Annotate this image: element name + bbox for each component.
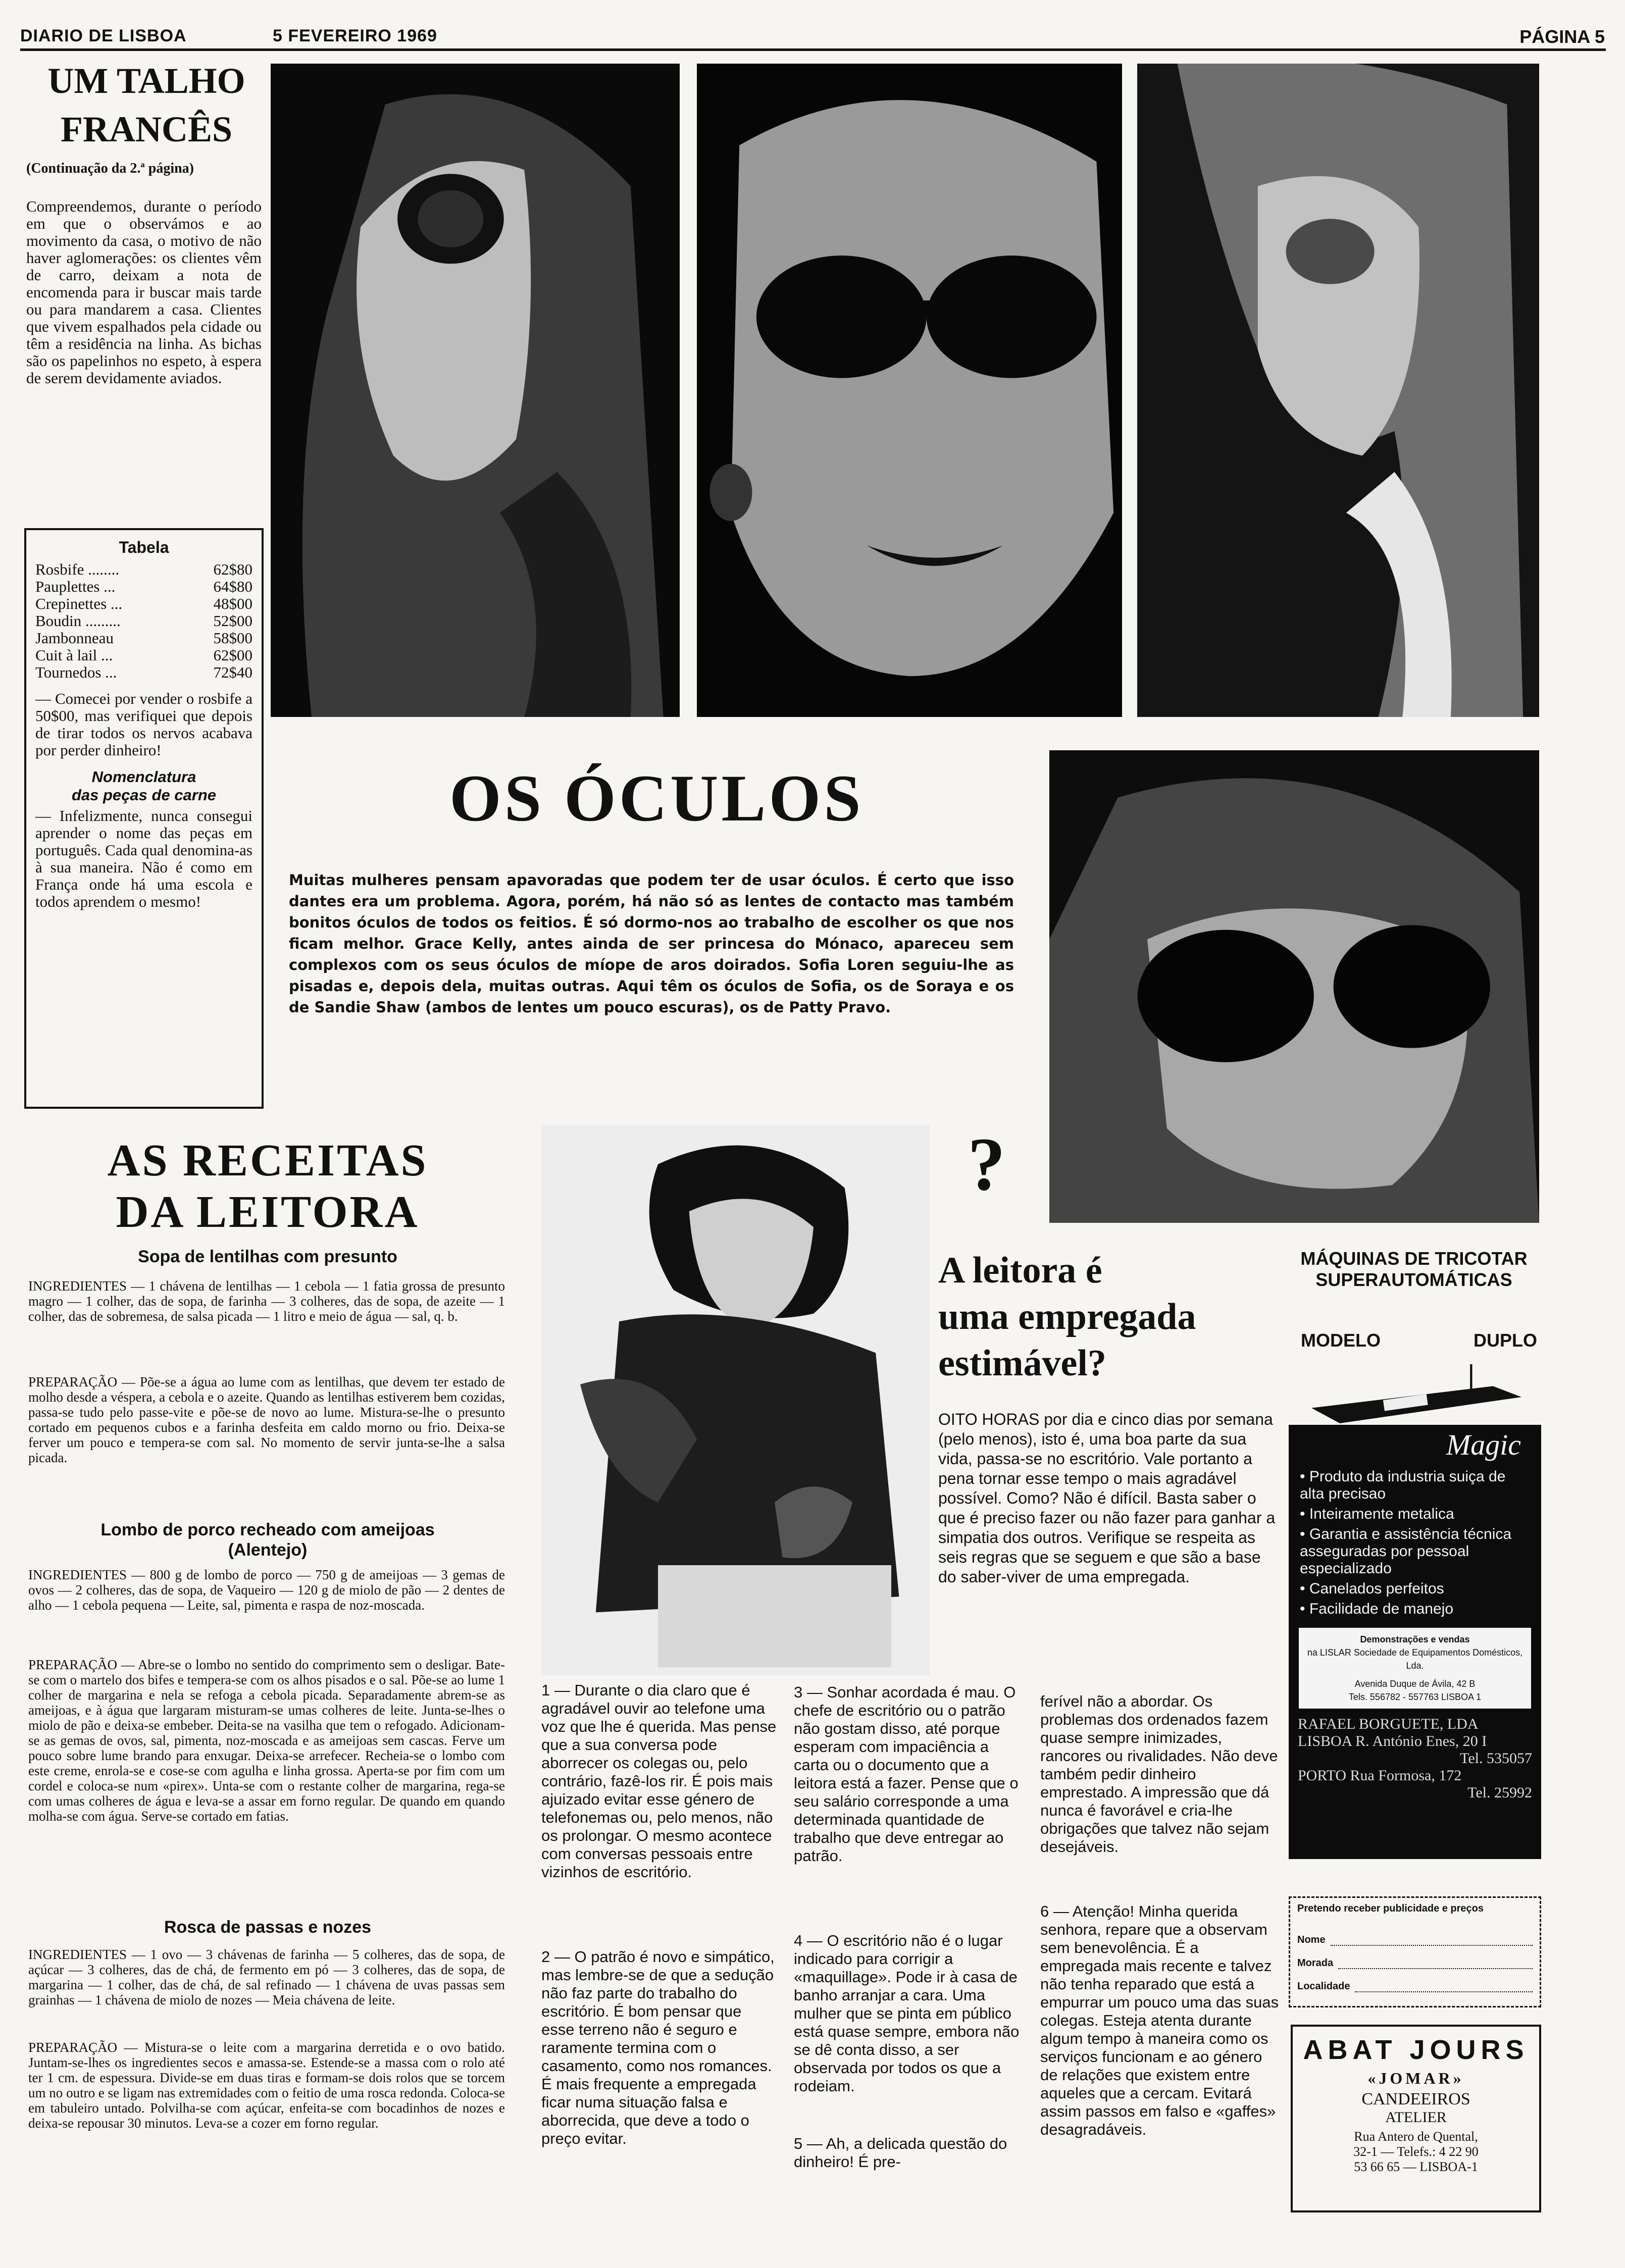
dealer-info (1289, 1713, 1541, 1805)
form-title: Pretendo receber publicidade e preços (1297, 1903, 1484, 1914)
table-row (35, 647, 252, 664)
price-item: Boudin ......... (35, 612, 121, 630)
leitora-rule-3: 3 — Sonhar acordada é mau. O chefe de escritório ou o patrão não gostam disso, até porque esperam com impaciência a carta ou o documento que a leitora está a fazer. Pense que o seu salário corresponde a uma determinada quantidade de trabalho que deve entregar ao patrão. (794, 1683, 1019, 1865)
table-row (35, 630, 252, 647)
feature-text: Garantia e assistência técnica asseguradas por pessoal especializado (1300, 1526, 1512, 1577)
feature-item: • Garantia e assistência técnica asseguradas por pessoal especializado (1300, 1526, 1512, 1577)
photo-sandie-shaw (1137, 64, 1539, 717)
price-value: 64$80 (213, 578, 252, 595)
demo-line-4: Tels. 556782 - 557763 LISBOA 1 (1348, 1692, 1482, 1702)
tricotar-dark-panel (1289, 1425, 1541, 1859)
form-line-morada[interactable] (1338, 1968, 1533, 1969)
tricotar-features (1289, 1465, 1541, 1624)
form-row-morada[interactable] (1297, 1946, 1533, 1969)
oculos-title: OS ÓCULOS (449, 761, 864, 835)
price-value: 72$40 (213, 663, 252, 681)
r1-ingredientes: INGREDIENTES — 1 chávena de lentilhas — 1 cebola — 1 fatia grossa de presunto magro — 1 colher, das de sopa, de farinha — 3 colheres, das de sopa, de azeite — 1 colher, das de sobremesa, de salsa picada — 1 litro e meio de água — sal, q. b. (28, 1278, 505, 1324)
talho-title (45, 57, 247, 153)
nomenclatura-title-1: Nomenclatura (91, 768, 196, 786)
feature-item: • Facilidade de manejo (1300, 1601, 1454, 1617)
price-item: Cuit à lail ... (35, 646, 113, 664)
photo-office-telephone (541, 1125, 930, 1675)
leitora-rule-6: 6 — Atenção! Minha querida senhora, repare que a observam sem benevolência. É a empregada mais recente e talvez não tenha reparado que está a empurrar um pouco uma das suas colegas. Esteja atenta durante algum tempo à maneira como os serviços funcionam e ao género de relações que existem entre aqueles que a cercam. Evitará assim passos em falso e «gaffes» desagradáveis. (1040, 1902, 1279, 2138)
feature-text: Canelados perfeitos (1309, 1580, 1444, 1597)
form-row-localidade[interactable] (1297, 1969, 1533, 1992)
receitas-title-line2: DA LEITORA (116, 1187, 420, 1237)
leitora-rule-2: 2 — O patrão é novo e simpático, mas lembre-se de que a sedução não faz parte do trabalho do escritório. É bom pensar que esse terreno não é seguro e raramente termina com o casamento, como nos romances. É mais frequente a empregada ficar numa situação falsa e aborrecida, que deve a todo o preço evitar. (541, 1948, 775, 2147)
dealer-line-4: PORTO Rua Formosa, 172 (1298, 1767, 1462, 1784)
dealer-line-5: Tel. 25992 (1467, 1784, 1532, 1801)
newspaper-name: DIARIO DE LISBOA (20, 26, 187, 45)
abat-title: ABAT JOURS (1303, 2035, 1529, 2065)
price-item: Pauplettes ... (35, 578, 116, 595)
tricotar-ad (1283, 1248, 1545, 1865)
tricotar-duplo: DUPLO (1474, 1330, 1537, 1351)
feature-text: Inteiramente metalica (1309, 1506, 1454, 1522)
r3-preparacao: PREPARAÇÃO — Mistura-se o leite com a margarina derretida e o ovo batido. Juntam-se-lhes os ingredientes secos e amassa-se. Estende-se a massa com o rolo até ter 1 cm. de espessura. Divide-se em duas tiras e formam-se dois rolos que se torcem um no outro e se ligam nas extremidades com o feitio de uma rosca redonda. Coloca-se em tabuleiro untado. Polvilha-se com açúcar, enfeita-se com bocadinhos de nozes e deixa-se repousar 30 minutos. Leva-se a cozer em forno regular. (28, 2040, 505, 2131)
dealer-line-3: Tel. 535057 (1460, 1750, 1532, 1767)
leitora-rule-5-cont: ferível não a abordar. Os problemas dos ordenados fazem quase sempre inimizades, rancores ou rivalidades. Não deve também pedir dinheiro emprestado. A impressão que dá nunca é favorável e cria-lhe obrigações que talvez não sejam desejáveis. (1040, 1692, 1278, 1855)
r2-title (30, 1520, 505, 1560)
issue-date: 5 FEVEREIRO 1969 (273, 26, 437, 45)
leitora-title-line1: A leitora é (938, 1250, 1102, 1291)
talho-title-line2: FRANCÊS (60, 109, 233, 149)
price-item: Crepinettes ... (35, 595, 123, 612)
receitas-title-line1: AS RECEITAS (107, 1136, 428, 1185)
demo-line-2: na LISLAR Sociedade de Equipamentos Domésticos, Lda. (1307, 1647, 1523, 1671)
dealer-line-2: LISBOA R. António Enes, 20 I (1298, 1733, 1487, 1749)
table-row (35, 595, 252, 612)
tricotar-title-1: MÁQUINAS DE TRICOTAR (1300, 1248, 1528, 1269)
abat-line-1: CANDEEIROS (1361, 2090, 1470, 2108)
talho-continuation: (Continuação da 2.ª página) (26, 161, 194, 176)
table-row (35, 561, 252, 578)
tricotar-title (1283, 1248, 1545, 1291)
price-value: 62$00 (213, 646, 252, 664)
form-line-nome[interactable] (1331, 1945, 1533, 1946)
office-graphic (541, 1125, 930, 1675)
form-line-localidade[interactable] (1355, 1991, 1533, 1992)
leitora-title-line2: uma empregada (938, 1296, 1196, 1337)
demo-line-1: Demonstrações e vendas (1360, 1634, 1470, 1644)
r2-title-2: (Alentejo) (228, 1540, 308, 1560)
price-value: 52$00 (213, 612, 252, 630)
leitora-title (938, 1247, 1282, 1386)
portrait-graphic (271, 64, 680, 717)
tricotar-brand: Magic (1446, 1428, 1521, 1461)
dealer-line-1: RAFAEL BORGUETE, LDA (1298, 1716, 1479, 1732)
table-row (35, 612, 252, 630)
knitting-machine-icon (1298, 1364, 1535, 1430)
abat-line-5: 53 66 65 — LISBOA-1 (1354, 2159, 1478, 2174)
talho-box (24, 528, 264, 1109)
r1-preparacao: PREPARAÇÃO — Põe-se a água ao lume com as lentilhas, que devem ter estado de molho desde a véspera, a cebola e o azeite. Quando as lentilhas estiverem bem cozidas, passa-se tudo pelo passe-vite e põe-se de novo ao lume. Mistura-se-lhe o presunto cortado em pequenos cubos e a farinha desfeita em caldo morno ou frio. Deixa-se ferver um pouco e tempera-se com sal. No momento de servir junta-se-lhe a salsa picada. (28, 1374, 505, 1465)
form-label-nome: Nome (1297, 1934, 1326, 1945)
feature-text: Produto da industria suiça de alta precisao (1300, 1468, 1506, 1502)
r2-ingredientes: INGREDIENTES — 800 g de lombo de porco — 750 g de ameijoas — 3 gemas de ovos — 2 colheres, das de sopa, de Vaqueiro — 120 g de miolo de pão — 2 dentes de alho — 1 cebola pequena — Leite, sal, pimenta e raspa de noz-moscada. (28, 1567, 505, 1613)
tricotar-title-2: SUPERAUTOMÁTICAS (1315, 1269, 1512, 1290)
price-value: 58$00 (213, 629, 252, 647)
portrait-graphic (1049, 750, 1539, 1223)
r2-preparacao: PREPARAÇÃO — Abre-se o lombo no sentido do comprimento sem o desligar. Bate-se com o martelo dos bifes e tempera-se com os alhos pisados e o sal. Põe-se ao lume 1 colher de margarina e nela se refoga a cebola picada. Separadamente abrem-se as ameijoas, e à água que largaram misturam-se umas colheres de leite. Junta-se-lhes o miolo de pão e deixa-se embeber. Deita-se na vasilha que tem o refogado. Adicionam-se as gemas de ovos, sal, pimenta, noz-moscada e as ameijoas sem cascas. Ferve um pouco sobre lume brando para enxugar. Deixa-se arrefecer. Recheia-se o lombo com este creme, enrola-se e cose-se com agulha e linha grossa. Aperta-se por fim com um cordel e coloca-se num «pirex». Unta-se com o restante colher de margarina, rega-se com umas colheres de água e leva-se a assar em forno regular. De quando em quando molha-se com água. Serve-se cortado em fatias. (28, 1657, 505, 1824)
leitora-rule-1: 1 — Durante o dia claro que é agradável ouvir ao telefone uma voz que lhe é querida. Mas pense que a sua conversa pode aborrecer os colegas ou, pelo contrário, fazê-los rir. É pois mais ajuizado evitar esse género de telefonemas ou, pelo menos, não os prolongar. O mesmo acontece com conversas pessoais entre vizinhos de escritório. (541, 1681, 777, 1881)
photo-sophia (271, 64, 680, 717)
price-value: 48$00 (213, 595, 252, 612)
nomenclatura-title-2: das peças de carne (71, 786, 217, 804)
question-mark: ? (968, 1122, 1005, 1206)
receitas-title (61, 1135, 475, 1238)
photo-soraya (697, 64, 1122, 717)
r2-title-1: Lombo de porco recheado com ameijoas (100, 1520, 435, 1539)
leitora-intro: OITO HORAS por dia e cinco dias por semana (pelo menos), isto é, uma boa parte da sua vida, passa-se no escritório. Vale portanto a pena tornar esse tempo o mais agradável possível. Como? Não é difícil. Basta saber o que é preciso fazer ou não fazer para ganhar a simpatia dos outros. Verifique se respeita as seis regras que se seguem e que são a base do saber-viver de uma empregada. (938, 1410, 1276, 1586)
comecei-text: — Comecei por vender o rosbife a 50$00, mas verifiquei que depois de tirar todos os nervos acabava por perder dinheiro! (35, 690, 252, 759)
talho-body: Compreendemos, durante o período em que o observámos e ao movimento da casa, o motivo de não haver aglomerações: os clientes vêm de carro, deixam a nota de encomenda para ir buscar mais tarde ou para mandarem a casa. Clientes que vivem espalhados pela cidade ou têm a residência na linha. As bichas são os papelinhos no espeto, à espera de serem devidamente aviados. (26, 197, 262, 387)
tabela-title: Tabela (119, 538, 169, 556)
r3-ingredientes: INGREDIENTES — 1 ovo — 3 chávenas de farinha — 5 colheres, das de sopa, de açúcar — 3 colheres, das de chá, de fermento em pó — 3 colheres, das de sopa, de margarina — 1 colher, das de chá, de sal refinado — 1 chávena de uvas passas sem grainhas — 1 chávena de miolo de nozes — Meia chávena de leite. (28, 1947, 505, 2007)
portrait-graphic (697, 64, 1122, 717)
demo-line-3: Avenida Duque de Ávila, 42 B (1354, 1679, 1476, 1689)
price-item: Jambonneau (35, 629, 114, 647)
form-label-morada: Morada (1297, 1957, 1334, 1969)
abat-brand: «JOMAR» (1367, 2069, 1464, 2087)
price-value: 62$80 (213, 560, 252, 578)
photo-patty-pravo (1049, 750, 1539, 1223)
feature-item: • Canelados perfeitos (1300, 1580, 1444, 1597)
price-item: Rosbife ........ (35, 560, 120, 578)
price-item: Tournedos ... (35, 663, 117, 681)
abat-line-4: 32-1 — Telefs.: 4 22 90 (1353, 2144, 1479, 2159)
coupon-form (1289, 1896, 1541, 2007)
abat-line-2: ATELIER (1385, 2109, 1447, 2126)
leitora-title-line3: estimável? (938, 1343, 1106, 1384)
abat-jours-ad (1291, 2025, 1541, 2212)
knitting-machine-graphic (1298, 1364, 1535, 1430)
tricotar-modelo: MODELO (1301, 1330, 1381, 1351)
leitora-rule-4: 4 — O escritório não é o lugar indicado para corrigir a «maquillage». Pode ir à casa de banho arranjar a cara. Uma mulher que se pinta em público está quase sempre, embora não se dê conta disso, a ser observada por todos os que a rodeiam. (794, 1932, 1020, 2095)
tricotar-demo-box (1299, 1628, 1531, 1709)
nomenclatura-title (35, 768, 252, 804)
abat-line-3: Rua Antero de Quental, (1354, 2129, 1478, 2144)
table-row (35, 578, 252, 595)
oculos-body: Muitas mulheres pensam apavoradas que podem ter de usar óculos. É certo que isso dantes era um problema. Agora, porém, há não só as lentes de contacto mas também bonitos óculos de todos os feitios. É só dormo-nos ao trabalho de escolher os que nos ficam melhor. Grace Kelly, antes ainda de ser princesa do Mónaco, apareceu sem complexos com os seus óculos de míope de aros doirados. Sofia Loren seguiu-lhe as pisadas e, depois dela, muitas outras. Aqui têm os óculos de Sofia, os de Soraya e os de Sandie Shaw (ambos de lentes um pouco escuras), os de Patty Pravo. (289, 871, 1014, 1016)
feature-item: • Produto da industria suiça de alta precisao (1300, 1468, 1506, 1502)
price-table (35, 561, 252, 681)
table-row (35, 664, 252, 681)
portrait-graphic (1137, 64, 1539, 717)
form-label-localidade: Localidade (1297, 1981, 1350, 1992)
feature-item: • Inteiramente metalica (1300, 1506, 1454, 1522)
header-rule (20, 48, 1606, 51)
feature-text: Facilidade de manejo (1309, 1601, 1454, 1617)
leitora-rule-5: 5 — Ah, a delicada questão do dinheiro! É pre- (794, 2135, 1007, 2171)
nomenclatura-text: — Infelizmente, nunca consegui aprender o nome das peças em português. Cada qual denomina-as à sua maneira. Não é como em França onde há uma escola e todos aprendem o mesmo! (35, 807, 252, 910)
form-row-nome[interactable] (1297, 1923, 1533, 1946)
talho-title-line1: UM TALHO (47, 61, 245, 101)
r1-title: Sopa de lentilhas com presunto (138, 1247, 397, 1266)
r3-title: Rosca de passas e nozes (164, 1918, 372, 1937)
page-number: PÁGINA 5 (1519, 26, 1605, 47)
